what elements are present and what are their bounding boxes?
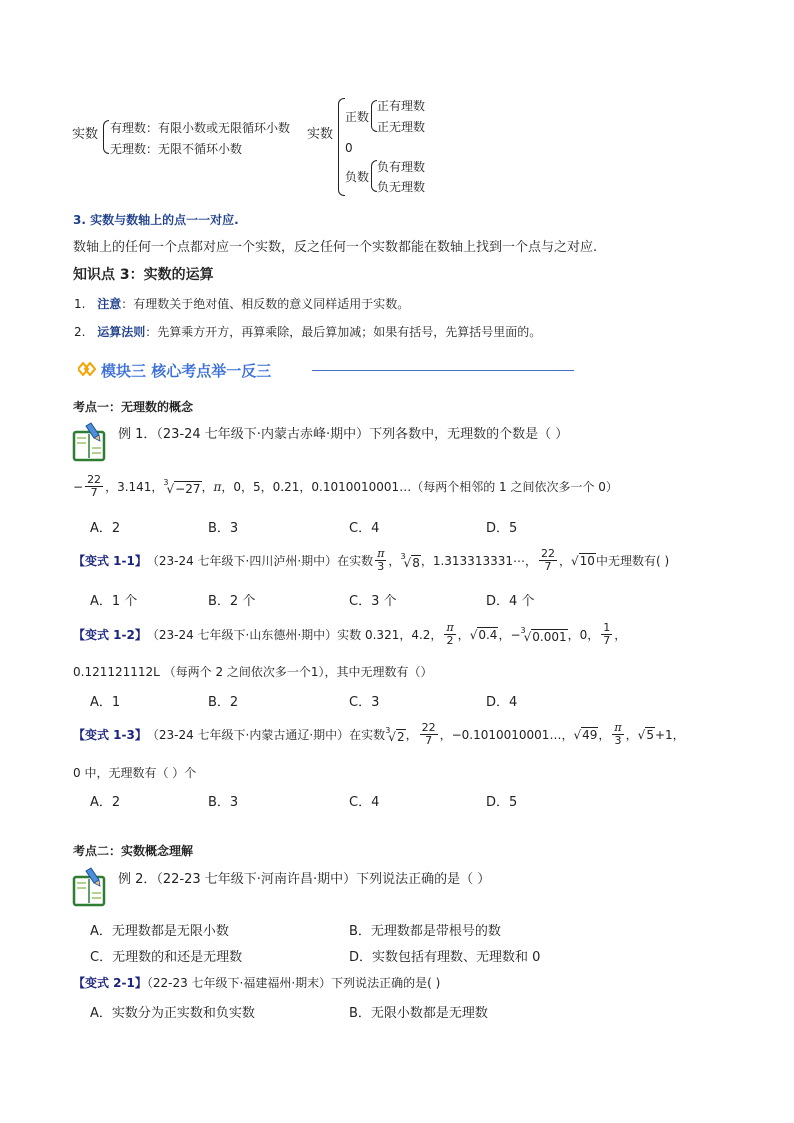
module-divider — [312, 370, 574, 371]
v13-stem — [73, 722, 685, 747]
item1-key: 注意 — [97, 297, 122, 311]
ex2-option-b[interactable]: B．无理数都是带根号的数 — [349, 924, 501, 939]
fraction-numerator: 22 — [87, 473, 102, 486]
point3-body: 数轴上的任何一个点都对应一个实数，反之任何一个实数都能在数轴上找到一个点与之对应. — [73, 240, 598, 255]
v13-text-f: +1， — [654, 728, 685, 742]
v11-text-b: ， — [388, 554, 401, 568]
v13-text-d: ， — [598, 728, 611, 742]
label-real-number: 实数 — [72, 127, 99, 142]
v11-option-a[interactable]: A．1 个 — [90, 594, 138, 609]
v12-text-c: ，− — [498, 628, 521, 642]
double-diamond-icon — [78, 362, 96, 376]
label-real-number-2: 实数 — [307, 127, 334, 142]
root-index: 3 — [520, 625, 526, 635]
fraction-pi-3 — [612, 722, 623, 747]
v13-line2: 0 中，无理数有（ ）个 — [73, 766, 197, 780]
radicand: −27 — [175, 481, 201, 496]
ex1-option-d[interactable]: D．5 — [486, 521, 518, 536]
radicand: 5 — [646, 727, 654, 742]
fraction-22-7 — [85, 474, 103, 499]
v11-option-b[interactable]: B．2 个 — [208, 594, 256, 609]
v13-tag: 【变式 1-3】 — [73, 728, 147, 742]
v11-option-d[interactable]: D．4 个 — [486, 594, 535, 609]
v12-option-d[interactable]: D．4 — [486, 695, 518, 710]
label-neg-rational: 负有理数 — [377, 160, 426, 174]
item1-number: 1. — [74, 297, 86, 311]
v13-option-a[interactable]: A．2 — [90, 795, 121, 810]
label-pos-irrational: 正无理数 — [377, 120, 426, 134]
fraction-pi-3 — [375, 548, 386, 573]
fraction-denominator: 2 — [446, 634, 454, 647]
v13-text-e: ， — [625, 728, 638, 742]
v13-option-c[interactable]: C．4 — [349, 795, 380, 810]
fraction-numerator: π — [377, 547, 385, 560]
v21-text: （22-23 七年级下·福建福州·期末）下列说法正确的是( ) — [146, 976, 441, 990]
v12-option-a[interactable]: A．1 — [90, 695, 121, 710]
sqrt-0-4: √0.4 — [469, 627, 498, 642]
label-negative: 负数 — [345, 170, 370, 184]
root-index: 3 — [400, 551, 406, 561]
v13-option-b[interactable]: B．3 — [208, 795, 239, 810]
radicand: 0.4 — [478, 627, 498, 642]
fraction-denominator: 3 — [377, 560, 385, 573]
v11-text-c: ，1.313313331⋯， — [420, 554, 537, 568]
v12-option-c[interactable]: C．3 — [349, 695, 380, 710]
item2-text: ：先算乘方开方，再算乘除，最后算加减；如果有括号，先算括号里面的。 — [145, 325, 542, 339]
v12-line2: 0.121121112L （每两个 2 之间依次多一个1），其中无理数有（） — [73, 665, 433, 679]
fraction-numerator: π — [446, 621, 454, 634]
fraction-1-7 — [601, 622, 612, 647]
notebook-pencil-icon — [72, 422, 108, 462]
sqrt-49: √49 — [573, 727, 598, 742]
label-irrational-def: 无理数：无限不循环小数 — [110, 142, 243, 156]
point3-title: 3. 实数与数轴上的点一一对应. — [73, 213, 239, 227]
notebook-pencil-icon — [72, 867, 108, 907]
v12-text-d: ，0， — [567, 628, 600, 642]
fraction-pi-2 — [444, 622, 455, 647]
fraction-numerator: 22 — [541, 547, 555, 560]
v11-option-c[interactable]: C．3 个 — [349, 594, 397, 609]
fraction-22-7 — [420, 722, 438, 747]
radicand: 0.001 — [532, 629, 567, 644]
radicand: 10 — [579, 553, 595, 568]
item2-key: 运算法则 — [97, 325, 146, 339]
cube-root-2: $^3$√2 — [385, 725, 405, 744]
label-positive: 正数 — [345, 110, 370, 124]
label-neg-irrational: 负无理数 — [377, 180, 426, 194]
ex1-option-a[interactable]: A．2 — [90, 521, 121, 536]
fraction-numerator: π — [614, 721, 622, 734]
v13-text-c: ，−0.1010010001…， — [439, 728, 574, 742]
label-rational-def: 有理数：有限小数或无限循环小数 — [110, 121, 291, 135]
ex1-number-list: − $\frac{22}{7}$ ，3.141， $^3$√−27 ， π ，0，5，0.21，0.1010010001…（每两个相邻的 1 之间依次多一个 0） — [73, 473, 618, 499]
ex2-option-a[interactable]: A．无理数都是无限小数 — [90, 924, 229, 939]
pi-symbol: π — [213, 479, 222, 494]
label-pos-rational: 正有理数 — [377, 99, 426, 113]
v21-stem — [73, 974, 440, 991]
v12-text-e: ， — [614, 628, 627, 642]
ex2-option-c[interactable]: C．无理数的和还是无理数 — [90, 950, 243, 965]
fraction-denominator: 7 — [603, 634, 611, 647]
ex1-stem: 例 1．（23-24 七年级下·内蒙古赤峰·期中）下列各数中，无理数的个数是（ ） — [118, 427, 569, 442]
cube-root-0-001: $^3$√0.001 — [520, 625, 567, 644]
label-zero: 0 — [345, 141, 353, 155]
root-index: 3 — [385, 725, 391, 735]
v13-text-a: （23-24 七年级下·内蒙古通辽·期中）在实数 — [146, 728, 386, 742]
v11-text-d: ， — [559, 554, 572, 568]
v12-text-b: ， — [457, 628, 470, 642]
v12-text-a: （23-24 七年级下·山东德州·期中）实数 0.321，4.2， — [146, 628, 443, 642]
v12-stem — [73, 622, 626, 647]
cube-root-neg27: $^3$√−27 — [163, 477, 201, 496]
radicand: 49 — [582, 727, 598, 742]
v11-text-a: （23-24 七年级下·四川泸州·期中）在实数 — [146, 554, 374, 568]
item1-text: ：有理数关于绝对值、相反数的意义同样适用于实数。 — [121, 297, 410, 311]
ex2-stem: 例 2．（22-23 七年级下·河南许昌·期中）下列说法正确的是（ ） — [118, 872, 491, 887]
brace-sign — [338, 98, 345, 196]
fraction-22-7 — [539, 548, 557, 573]
module-title: 模块三 核心考点举一反三 — [101, 362, 272, 380]
fraction-denominator: 7 — [425, 734, 433, 747]
v12-option-b[interactable]: B．2 — [208, 695, 239, 710]
fraction-denominator: 7 — [544, 560, 552, 573]
knowledge3-item2 — [74, 323, 541, 340]
knowledge3-item1 — [74, 295, 409, 312]
sqrt-5: √5 — [637, 727, 654, 742]
v12-tag: 【变式 1-2】 — [73, 628, 147, 642]
ex1-option-c[interactable]: C．4 — [349, 521, 380, 536]
ex1-list-part-a: ，3.141， — [105, 480, 164, 494]
v13-text-b: ， — [405, 728, 418, 742]
v21-tag: 【变式 2-1】 — [73, 976, 147, 990]
item2-number: 2. — [74, 325, 86, 339]
v11-text-e: 中无理数有( ) — [595, 554, 670, 568]
kd2-title: 考点二：实数概念理解 — [73, 844, 194, 858]
fraction-numerator: 1 — [603, 621, 611, 634]
radicand: 2 — [396, 729, 405, 744]
v21-option-a[interactable]: A．实数分为正实数和负实数 — [90, 1006, 255, 1021]
fraction-denominator: 7 — [90, 486, 98, 499]
v11-stem — [73, 548, 669, 573]
fraction-numerator: 22 — [421, 721, 436, 734]
v13-option-d[interactable]: D．5 — [486, 795, 518, 810]
sqrt-10: √10 — [571, 553, 595, 568]
ex1-list-part-b: ，0，5，0.21，0.1010010001…（每两个相邻的 1 之间依次多一个 0） — [221, 480, 618, 494]
ex2-option-d[interactable]: D．实数包括有理数、无理数和 0 — [349, 950, 541, 965]
knowledge3-title: 知识点 3：实数的运算 — [73, 267, 214, 283]
cube-root-8: $^3$√8 — [400, 551, 420, 570]
ex1-minus: − — [73, 479, 84, 494]
v11-tag: 【变式 1-1】 — [73, 554, 147, 568]
brace-left — [103, 120, 109, 154]
radicand: 8 — [412, 555, 420, 570]
kd1-title: 考点一：无理数的概念 — [73, 400, 194, 414]
ex1-option-b[interactable]: B．3 — [208, 521, 239, 536]
v21-option-b[interactable]: B．无限小数都是无理数 — [349, 1006, 488, 1021]
root-index: 3 — [163, 477, 169, 487]
fraction-denominator: 3 — [614, 734, 622, 747]
